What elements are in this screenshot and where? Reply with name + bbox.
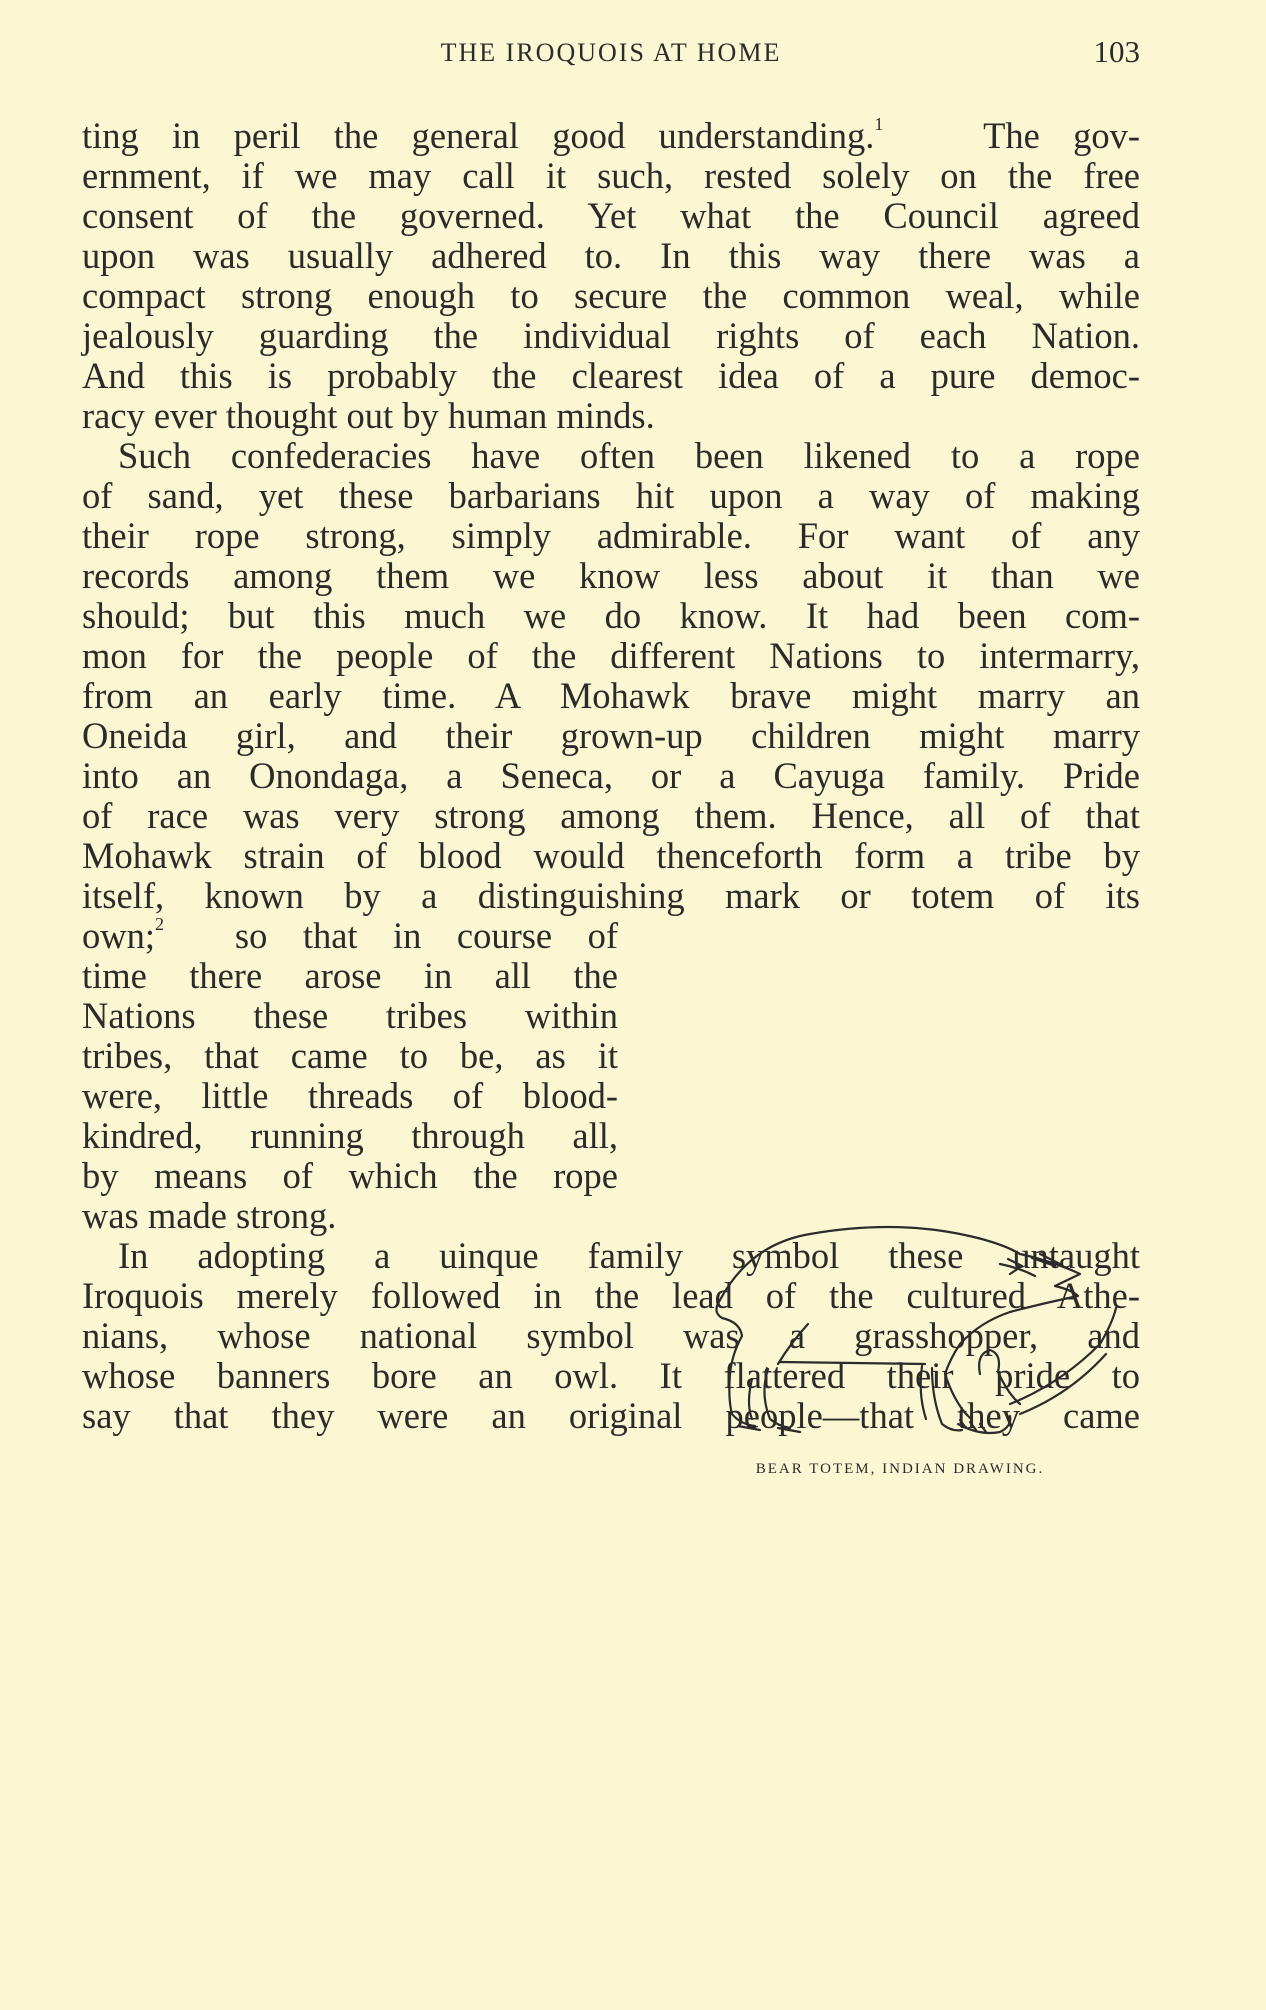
text-line: tribes, that came to be, as it (82, 1035, 618, 1076)
text-line: nians, whose national symbol was a grasshopper, and (82, 1315, 1140, 1356)
text-line: racy ever thought out by human minds. (82, 395, 655, 436)
footnote-ref: 2 (155, 914, 164, 934)
text-line: consent of the governed. Yet what the Council agreed (82, 195, 1140, 236)
text-line: were, little threads of blood- (82, 1075, 618, 1116)
text-line: kindred, running through all, (82, 1115, 618, 1156)
running-title: THE IROQUOIS AT HOME (440, 38, 782, 67)
text-line: upon was usually adhered to. In this way there was a (82, 235, 1140, 276)
text-line: mon for the people of the different Nations to intermarry, (82, 635, 1140, 676)
text-line: of sand, yet these barbarians hit upon a way of making (82, 475, 1140, 516)
text-line: say that they were an original people—that they came (82, 1395, 1140, 1436)
text-line: own;$^2$ so that in course of (82, 914, 618, 956)
text-line: Iroquois merely followed in the lead of the cultured Athe- (82, 1275, 1140, 1316)
bear-totem-figure (660, 1204, 1130, 1454)
text-line: Such confederacies have often been likened to a rope (118, 435, 1140, 476)
text-line: And this is probably the clearest idea of a pure democ- (82, 355, 1140, 396)
text-line: jealously guarding the individual rights of each Nation. (82, 315, 1140, 356)
text-line: Oneida girl, and their grown-up children might marry (82, 715, 1140, 756)
text-line: itself, known by a distinguishing mark or totem of its (82, 875, 1140, 916)
text-line: should; but this much we do know. It had been com- (82, 595, 1140, 636)
text-line: Nations these tribes within (82, 995, 618, 1036)
text-line: by means of which the rope (82, 1155, 618, 1196)
text-line: their rope strong, simply admirable. For want of any (82, 515, 1140, 556)
text-line: Mohawk strain of blood would thenceforth form a tribe by (82, 835, 1140, 876)
bear-totem-drawing-icon (660, 1204, 1130, 1454)
text-line: time there arose in all the (82, 955, 618, 996)
text-line: of race was very strong among them. Hence, all of that (82, 795, 1140, 836)
text-line: ernment, if we may call it such, rested solely on the free (82, 155, 1140, 196)
figure-caption: BEAR TOTEM, INDIAN DRAWING. (755, 1461, 1045, 1477)
text-line: compact strong enough to secure the common weal, while (82, 275, 1140, 316)
text-line: ting in peril the general good understanding.$^1$ The gov- (82, 114, 1140, 156)
running-head (82, 34, 1140, 74)
text-line: In adopting a uinque family symbol these untaught (118, 1235, 1140, 1276)
text-line: records among them we know less about it than we (82, 555, 1140, 596)
footnote-ref: 1 (874, 114, 884, 134)
page-number: 103 (1093, 34, 1140, 69)
text-line: whose banners bore an owl. It flattered their pride to (82, 1355, 1140, 1396)
text-line: into an Onondaga, a Seneca, or a Cayuga family. Pride (82, 755, 1140, 796)
text-line: was made strong. (82, 1195, 337, 1236)
text-line: from an early time. A Mohawk brave might marry an (82, 675, 1140, 716)
